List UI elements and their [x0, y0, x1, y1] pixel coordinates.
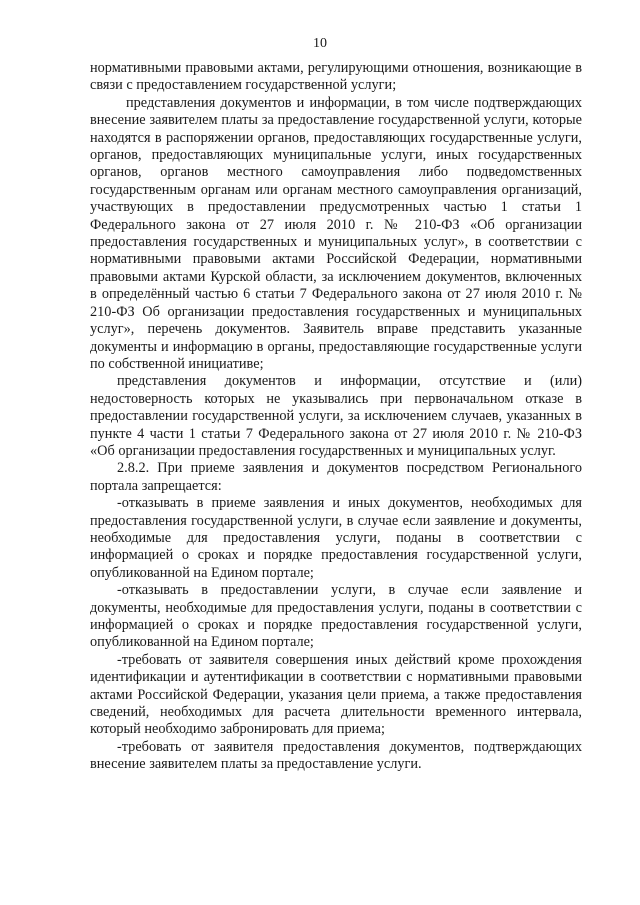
paragraph-section-2-8-2: 2.8.2. При приеме заявления и документов посредством Регионального портала запрещается:	[90, 460, 582, 494]
paragraph-continuation: нормативными правовыми актами, регулирующими отношения, возникающие в связи с предоставлением государственной услуги;	[90, 60, 582, 94]
paragraph-missing-documents: представления документов и информации, отсутствие и (или) недостоверность которых не указывались при первоначальном отказе в предоставлении государственной услуги, за исключением случаев, указанных в пункте 4 части 1 статьи 7 Федерального закона от 27 июля 2010 г. № 210-ФЗ «Об организации предоставления государственных и муниципальных услуг.	[90, 373, 582, 459]
page-number: 10	[313, 36, 327, 51]
list-item-refuse-service: -отказывать в предоставлении услуги, в случае если заявление и документы, необходимые для предоставления услуги, поданы в соответствии с информацией о сроках и порядке предоставления государственной услуги, опубликованной на Едином портале;	[90, 582, 582, 651]
list-item-require-payment-docs: -требовать от заявителя предоставления документов, подтверждающих внесение заявителем платы за предоставление услуги.	[90, 738, 582, 773]
list-item-refuse-acceptance: -отказывать в приеме заявления и иных документов, необходимых для предоставления государственной услуги, в случае если заявление и документы, необходимые для предоставления услуги, поданы в соответствии с информацией о сроках и порядке предоставления государственной услуги, опубликованной на Едином портале;	[90, 495, 582, 581]
list-item-require-actions: -требовать от заявителя совершения иных действий кроме прохождения идентификации и аутентификации в соответствии с нормативными правовыми актами Российской Федерации, указания цели приема, а также предоставления сведений, необходимых для расчета длительности временного интервала, который необходимо забронировать для приема;	[90, 651, 582, 738]
document-body	[90, 60, 582, 774]
paragraph-documents-in-possession: представления документов и информации, в том числе подтверждающих внесение заявителем платы за предоставление государственной услуги, которые находятся в распоряжении органов, предоставляющих государственные услуги, органов, предоставляющих муниципальные услуги, иных государственных органов, органов местного самоуправления либо подведомственных государственным органам или органам местного самоуправления организаций, участвующих в предоставлении предусмотренных частью 1 статьи 1 Федерального закона от 27 июля 2010 г. № 210-ФЗ «Об организации предоставления государственных и муниципальных услуг», в соответствии с нормативными правовыми актами Российской Федерации, нормативными правовыми актами Курской области, за исключением документов, включенных в определённый частью 6 статьи 7 Федерального закона от 27 июля 2010 г. № 210-ФЗ Об организации предоставления государственных и муниципальных услуг», перечень документов. Заявитель вправе представить указанные документы и информацию в органы, предоставляющие государственные услуги по собственной инициативе;	[90, 94, 582, 372]
